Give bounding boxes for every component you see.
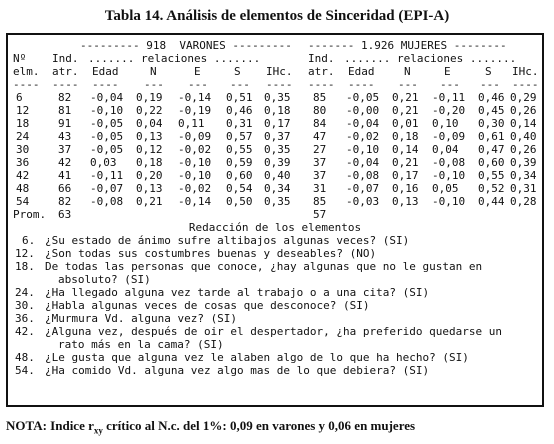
col-header-n-mujeres: N <box>404 65 411 78</box>
table-cell: 0,34 <box>510 169 537 182</box>
col-header-ihc: IHc. <box>266 65 293 78</box>
table-cell: -0,08 <box>346 169 380 182</box>
table-cell: 0,50 <box>226 195 253 208</box>
table-cell: 0,57 <box>226 130 253 143</box>
col-header-atr-mujeres: atr. <box>308 65 335 78</box>
table-cell: 0,13 <box>136 182 163 195</box>
table-cell: -0,08 <box>90 195 124 208</box>
table-cell: 30 <box>16 143 30 156</box>
table-cell: 0,45 <box>478 104 505 117</box>
group-header-varones: --------- 918 VARONES --------- <box>80 39 292 52</box>
table-cell: 54 <box>16 195 30 208</box>
table-cell: -0,14 <box>178 91 212 104</box>
prom-label: Prom. <box>13 208 47 221</box>
rule-ind: ---- <box>52 78 79 91</box>
item-number: 18. <box>15 260 35 273</box>
table-cell: 0,60 <box>226 169 253 182</box>
table-cell: -0,05 <box>90 130 124 143</box>
table-cell: 0,04 <box>136 117 163 130</box>
rule-ihc: ---- <box>266 78 293 91</box>
table-cell: -0,10 <box>178 169 212 182</box>
table-cell: 0,59 <box>226 156 253 169</box>
table-cell: -0,10 <box>346 143 380 156</box>
table-cell: 0,21 <box>392 156 419 169</box>
table-cell: -0,04 <box>346 117 380 130</box>
table-cell: 27 <box>313 143 327 156</box>
table-cell: -0,05 <box>90 117 124 130</box>
table-cell: 0,04 <box>432 143 459 156</box>
table-cell: 0,03 <box>90 156 117 169</box>
item-number: 54. <box>15 364 35 377</box>
table-box <box>6 33 544 407</box>
table-cell: -0,10 <box>178 156 212 169</box>
table-cell: -0,02 <box>178 182 212 195</box>
col-header-s-mujeres: S <box>485 65 492 78</box>
item-number: 30. <box>15 299 35 312</box>
table-cell: 48 <box>16 182 30 195</box>
item-text: ¿Ha llegado alguna vez tarde al trabajo o a una cita? (SI) <box>45 286 430 299</box>
table-cell: 0,31 <box>510 182 537 195</box>
col-header-atr: atr. <box>52 65 79 78</box>
table-cell: 0,21 <box>392 91 419 104</box>
table-cell: 84 <box>313 117 327 130</box>
table-cell: 0,29 <box>510 91 537 104</box>
table-cell: 0,46 <box>226 104 253 117</box>
table-cell: 0,35 <box>264 143 291 156</box>
table-cell: 36 <box>16 156 30 169</box>
table-cell: 0,46 <box>478 91 505 104</box>
item-text: ¿Son todas sus costumbres buenas y deseables? (NO) <box>45 247 377 260</box>
table-cell: -0,20 <box>432 104 466 117</box>
table-cell: 0,61 <box>478 130 505 143</box>
table-cell: 42 <box>58 156 72 169</box>
table-cell: 0,11 <box>178 117 205 130</box>
item-text: ¿Su estado de ánimo sufre altibajos algunas veces? (SI) <box>45 234 410 247</box>
prom-varones: 63 <box>58 208 72 221</box>
table-cell: -0,14 <box>178 195 212 208</box>
table-cell: -0,10 <box>432 169 466 182</box>
table-cell: 0,51 <box>226 91 253 104</box>
table-cell: 0,21 <box>392 104 419 117</box>
col-header-elm: elm. <box>13 65 40 78</box>
table-cell: 0,14 <box>392 143 419 156</box>
item-number: 36. <box>15 312 35 325</box>
relaciones-header-mujeres: ....... relaciones ....... <box>344 52 517 65</box>
table-cell: -0,04 <box>90 91 124 104</box>
item-number: 48. <box>15 351 35 364</box>
col-header-edad: Edad <box>92 65 119 78</box>
table-cell: 0,21 <box>136 195 163 208</box>
table-cell: -0,05 <box>346 91 380 104</box>
table-cell: 85 <box>313 91 327 104</box>
rule-n: --- <box>144 78 164 91</box>
table-cell: 0,18 <box>264 104 291 117</box>
group-header-mujeres: ------- 1.926 MUJERES -------- <box>308 39 507 52</box>
col-header-n: N <box>150 65 157 78</box>
table-cell: 0,39 <box>264 156 291 169</box>
table-cell: -0,11 <box>432 91 466 104</box>
rule-edad: ---- <box>92 78 119 91</box>
item-text: absoluto? (SI) <box>58 273 151 286</box>
table-cell: 0,17 <box>392 169 419 182</box>
rule-no: ---- <box>13 78 40 91</box>
rule-e-mujeres: --- <box>440 78 460 91</box>
table-cell: 0,14 <box>510 117 537 130</box>
table-cell: 82 <box>58 91 72 104</box>
table-cell: 18 <box>16 117 30 130</box>
table-cell: 42 <box>16 169 30 182</box>
footnote <box>6 418 546 436</box>
table-cell: 0,44 <box>478 195 505 208</box>
table-cell: 43 <box>58 130 72 143</box>
table-cell: 0,01 <box>392 117 419 130</box>
table-cell: -0,04 <box>346 156 380 169</box>
table-cell: 0,18 <box>136 156 163 169</box>
table-cell: 0,31 <box>226 117 253 130</box>
table-cell: 0,20 <box>136 169 163 182</box>
col-header-edad-mujeres: Edad <box>348 65 375 78</box>
table-cell: 0,35 <box>264 91 291 104</box>
item-number: 6. <box>22 234 36 247</box>
table-cell: -0,02 <box>346 130 380 143</box>
table-cell: 0,52 <box>478 182 505 195</box>
item-text: De todas las personas que conoce, ¿hay algunas que no le gustan en <box>45 260 483 273</box>
table-cell: 0,30 <box>478 117 505 130</box>
col-header-ind: Ind. <box>52 52 79 65</box>
footnote-prefix: NOTA: Indice r <box>6 418 94 433</box>
item-number: 42. <box>15 325 35 338</box>
table-cell: 24 <box>16 130 30 143</box>
col-header-s: S <box>234 65 241 78</box>
table-cell: -0,07 <box>346 182 380 195</box>
table-cell: 0,13 <box>136 130 163 143</box>
rule-e: --- <box>188 78 208 91</box>
rule-edad-mujeres: ---- <box>348 78 375 91</box>
table-cell: 81 <box>58 104 72 117</box>
table-cell: 0,18 <box>392 130 419 143</box>
table-cell: 0,35 <box>264 195 291 208</box>
item-text: rato más en la cama? (SI) <box>58 338 224 351</box>
col-header-e-mujeres: E <box>444 65 451 78</box>
table-cell: 31 <box>313 182 327 195</box>
col-header-e: E <box>194 65 201 78</box>
item-number: 24. <box>15 286 35 299</box>
table-cell: 0,26 <box>510 104 537 117</box>
table-cell: 0,12 <box>136 143 163 156</box>
item-text: ¿Murmura Vd. alguna vez? (SI) <box>45 312 238 325</box>
table-cell: 82 <box>58 195 72 208</box>
table-cell: 91 <box>58 117 72 130</box>
col-header-ind-mujeres: Ind. <box>308 52 335 65</box>
rule-ihc-mujeres: ---- <box>512 78 539 91</box>
rule-ind-mujeres: ---- <box>308 78 335 91</box>
rule-s-mujeres: --- <box>480 78 500 91</box>
table-cell: -0,09 <box>432 130 466 143</box>
col-header-no: Nº <box>13 52 27 65</box>
table-cell: 0,28 <box>510 195 537 208</box>
table-cell: 37 <box>58 143 72 156</box>
table-cell: 6 <box>16 91 23 104</box>
table-cell: -0,07 <box>90 182 124 195</box>
table-cell: -0,05 <box>90 143 124 156</box>
item-text: ¿Le gusta que alguna vez le alaben algo de lo que ha hecho? (SI) <box>45 351 469 364</box>
table-cell: 0,10 <box>432 117 459 130</box>
table-cell: 0,22 <box>136 104 163 117</box>
table-cell: -0,03 <box>346 195 380 208</box>
table-cell: 41 <box>58 169 72 182</box>
table-cell: 66 <box>58 182 72 195</box>
footnote-suffix: crítico al N.c. del 1%: 0,09 en varones y 0,06 en mujeres <box>102 418 416 433</box>
table-cell: -0,11 <box>90 169 124 182</box>
table-cell: 12 <box>16 104 30 117</box>
table-cell: 0,47 <box>478 143 505 156</box>
redaccion-heading: Redacción de los elementos <box>188 221 362 234</box>
table-cell: 37 <box>313 169 327 182</box>
rule-n-mujeres: --- <box>398 78 418 91</box>
table-cell: 0,16 <box>392 182 419 195</box>
table-cell: 0,39 <box>510 156 537 169</box>
table-cell: 0,17 <box>264 117 291 130</box>
table-cell: 0,54 <box>226 182 253 195</box>
table-cell: 80 <box>313 104 327 117</box>
table-cell: 0,55 <box>226 143 253 156</box>
table-cell: 0,55 <box>478 169 505 182</box>
table-cell: -0,09 <box>178 130 212 143</box>
table-cell: -0,10 <box>90 104 124 117</box>
table-cell: -0,02 <box>178 143 212 156</box>
relaciones-header-varones: ....... relaciones ....... <box>88 52 261 65</box>
item-text: ¿Alguna vez, después de oir el despertador, ¿ha preferido quedarse un <box>45 325 502 338</box>
table-cell: 0,40 <box>264 169 291 182</box>
table-cell: -0,19 <box>178 104 212 117</box>
table-cell: -0,08 <box>432 156 466 169</box>
table-cell: 0,40 <box>510 130 537 143</box>
table-cell: 0,26 <box>510 143 537 156</box>
item-text: ¿Ha comido Vd. alguna vez algo mas de lo que debiera? (SI) <box>45 364 430 377</box>
table-cell: 0,34 <box>264 182 291 195</box>
table-cell: 0,19 <box>136 91 163 104</box>
table-title: Tabla 14. Análisis de elementos de Sinceridad (EPI-A) <box>104 8 450 24</box>
table-cell: -0,10 <box>432 195 466 208</box>
col-header-ihc-mujeres: IHc. <box>512 65 539 78</box>
table-cell: 0,05 <box>432 182 459 195</box>
table-cell: 37 <box>313 156 327 169</box>
table-cell: -0,00 <box>346 104 380 117</box>
item-number: 12. <box>15 247 35 260</box>
footnote-subscript: xy <box>93 425 103 436</box>
item-text: ¿Habla algunas veces de cosas que desconoce? (SI) <box>45 299 370 312</box>
rule-s: --- <box>230 78 250 91</box>
table-cell: 0,60 <box>478 156 505 169</box>
table-cell: 0,37 <box>264 130 291 143</box>
table-cell: 85 <box>313 195 327 208</box>
prom-mujeres: 57 <box>313 208 327 221</box>
table-cell: 47 <box>313 130 327 143</box>
table-cell: 0,13 <box>392 195 419 208</box>
